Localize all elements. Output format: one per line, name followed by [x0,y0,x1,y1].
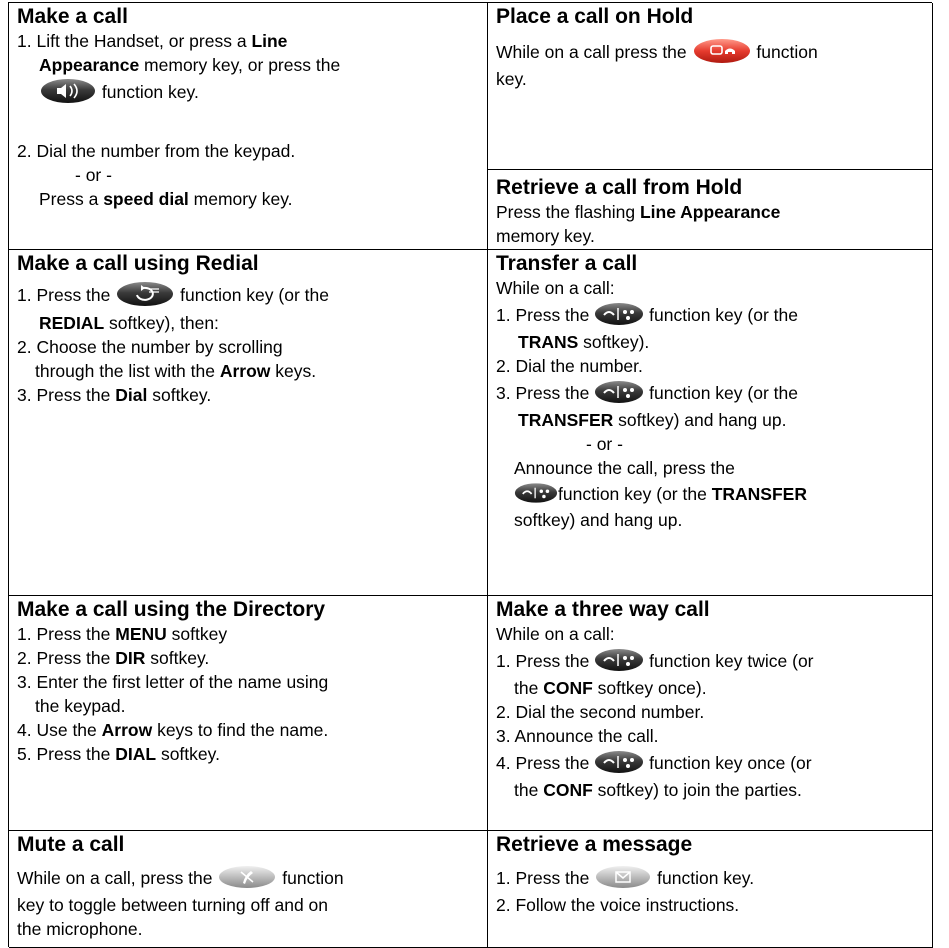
directory-section: Make a call using the Directory 1. Press the MENU softkey 2. Press the DIR softkey. 3. Enter the first letter of the name using the keypad. 4. Use the Arrow keys to find the name. 5. Press the DIAL softkey. [9,596,488,831]
quick-reference-grid [8,2,932,947]
conference-key-icon [594,750,644,774]
retrieve-hold-title: Retrieve a call from Hold [496,176,743,199]
redial-section: Make a call using Redial 1. Press the function key (or the REDIAL softkey), then: 2. Choose the number by scrolling through the list with the Arrow keys. 3. Press the Dial softkey. [9,250,488,596]
make-call-title: Make a call [17,5,128,28]
retrieve-hold-section: Retrieve a call from Hold Press the flashing Line Appearance memory key. [488,170,933,250]
hold-key-icon [692,37,752,65]
message-section: Retrieve a message 1. Press the function key. 2. Follow the voice instructions. [488,831,933,948]
directory-title: Make a call using the Directory [17,598,326,621]
make-call-section: Make a call 1. Lift the Handset, or press a Line Appearance memory key, or press the function key. 2. Dial the number from the keypad. - or - Press a speed dial memory key. [9,3,488,250]
mute-title: Mute a call [17,833,125,856]
message-title: Retrieve a message [496,833,693,856]
hold-section: Place a call on Hold While on a call press the function key. [488,3,933,170]
mute-key-icon [217,864,277,890]
message-key-icon [594,864,652,890]
three-way-section: Make a three way call While on a call: 1. Press the function key twice (or the CONF softkey once). 2. Dial the second number. 3. Announce the call. 4. Press the function key once (or the CONF softkey) to join the parties. [488,596,933,831]
mute-section: Mute a call While on a call, press the function key to toggle between turning off and on the microphone. [9,831,488,948]
transfer-key-icon [514,482,558,504]
transfer-title: Transfer a call [496,252,638,275]
three-way-title: Make a three way call [496,598,710,621]
redial-title: Make a call using Redial [17,252,259,275]
hold-title: Place a call on Hold [496,5,694,28]
transfer-section: Transfer a call While on a call: 1. Press the function key (or the TRANS softkey). 2. Dial the number. 3. Press the function key (or the TRANSFER softkey) and hang up. - or - Announce the call, press the function key (or the TRANSFER softkey) and hang up. [488,250,933,596]
transfer-key-icon [594,380,644,404]
conference-key-icon [594,648,644,672]
redial-key-icon [115,279,175,309]
speaker-key-icon [39,77,97,105]
transfer-key-icon [594,302,644,326]
